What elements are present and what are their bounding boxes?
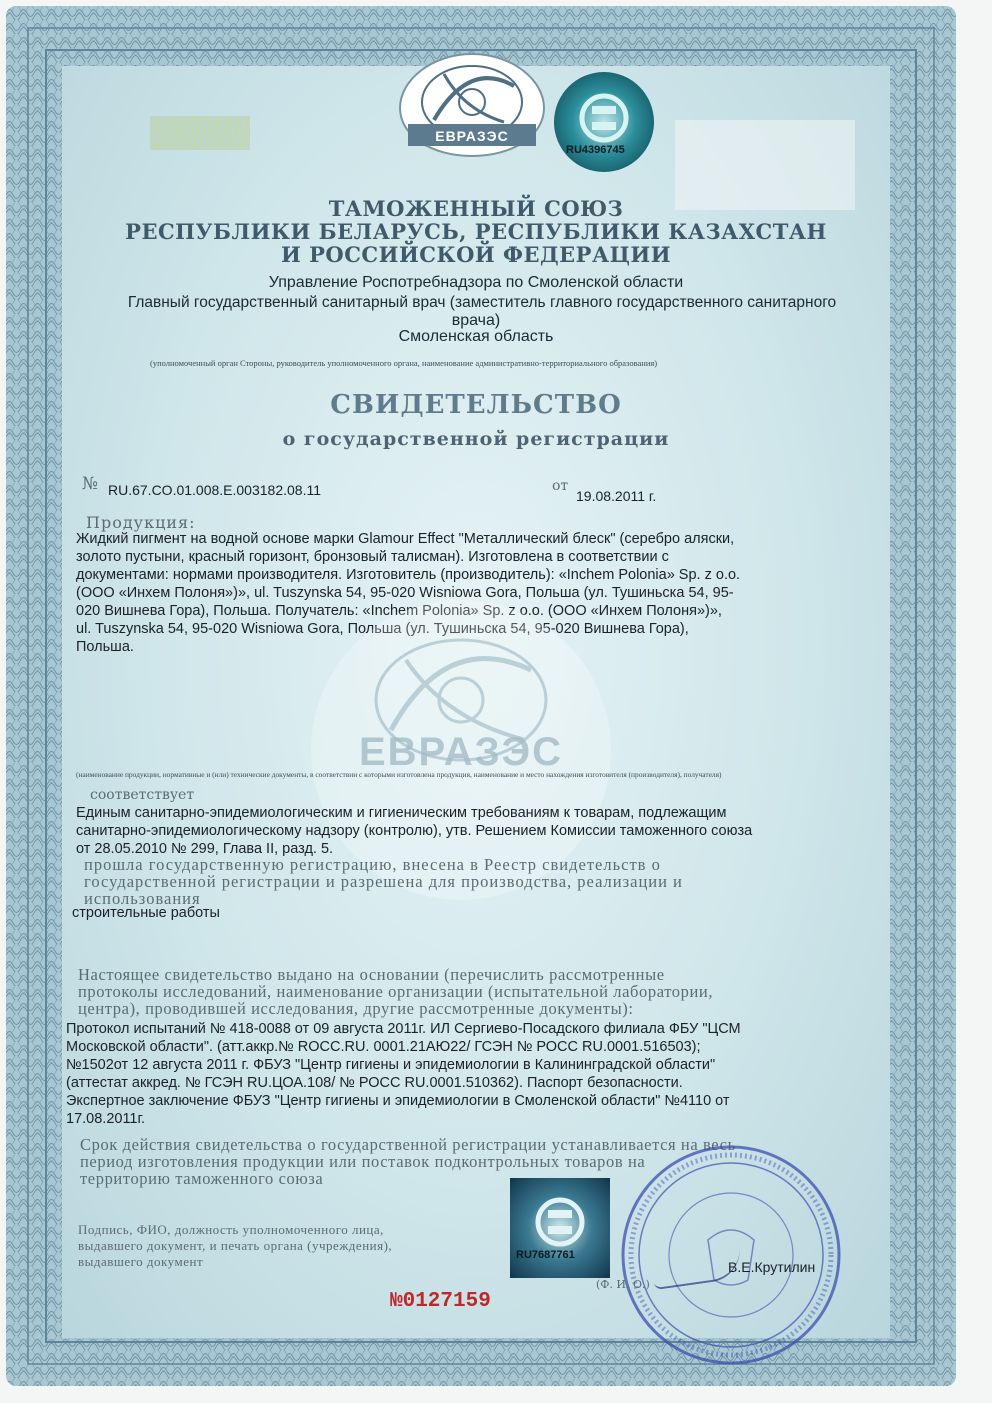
- protocol-list: [66, 1020, 856, 1128]
- protocol-line: 17.08.2011г.: [66, 1111, 146, 1127]
- signer-name: В.Е.Крутилин: [728, 1259, 816, 1275]
- product-line: 020 Вишнева Гора), Польша. Получатель: «Inchem Polonia» Sp. z o.o. (ООО «Инхем Полоня»)»,: [76, 603, 722, 619]
- hologram-bottom-number: RU7687761: [516, 1249, 575, 1261]
- date-label: от: [552, 478, 569, 494]
- protocol-line: Протокол испытаний № 418-0088 от 09 августа 2011г. ИЛ Сергиево-Посадского филиала ФБУ "ЦСМ: [66, 1021, 741, 1037]
- header-line-2: РЕСПУБЛИКИ БЕЛАРУСЬ, РЕСПУБЛИКИ КАЗАХСТАН: [125, 219, 827, 244]
- product-line: золото пустыни, красный горизонт, бронзовый талисман). Изготовлена в соответствии с: [76, 549, 669, 565]
- basis-line: центра), проводившей исследования, другие рассмотренные документы):: [78, 999, 634, 1018]
- usage-value: строительные работы: [72, 905, 220, 921]
- document-title: СВИДЕТЕЛЬСТВО: [330, 390, 622, 420]
- hologram-symbol: [534, 1196, 586, 1248]
- signature-caption-line: выдавшего документ: [78, 1254, 204, 1269]
- conform-text: [76, 804, 856, 858]
- conform-line: Единым санитарно-эпидемиологическим и гигиеническим требованиям к товарам, подлежащим: [76, 805, 727, 821]
- hologram-top-number: RU4396745: [566, 144, 625, 156]
- security-pattern: [150, 116, 250, 150]
- statement-line: использования: [84, 889, 201, 908]
- basis-line: протоколы исследований, наименование организации (испытательной лаборатории,: [78, 982, 714, 1001]
- authority-line-4: Смоленская область: [398, 328, 554, 345]
- header-line-1: ТАМОЖЕННЫЙ СОЮЗ: [328, 196, 624, 221]
- conform-line: от 28.05.2010 № 299, Глава II, разд. 5.: [76, 841, 334, 857]
- conform-label: соответствует: [90, 787, 195, 803]
- signature-caption: [78, 1222, 508, 1270]
- product-label: Продукция:: [86, 513, 196, 532]
- hologram-symbol: [578, 92, 630, 144]
- protocol-line: №1502от 12 августа 2011 г. ФБУЗ "Центр гигиены и эпидемиологии в Калининградской области": [66, 1057, 716, 1073]
- fio-caption: (Ф. И. О.): [596, 1278, 650, 1291]
- product-caption: (наименование продукции, нормативные и (или) технические документы, в соответствии с которыми изготовлена продукция, наименование и место нахождения изготовителя (производителя), получателя): [76, 770, 722, 779]
- product-line: документами: нормами производителя. Изготовитель (производитель): «Inchem Polonia» Sp. z o.o.: [76, 567, 741, 583]
- signature-caption-line: Подпись, ФИО, должность уполномоченного лица,: [78, 1222, 384, 1237]
- product-line: (ООО «Инхем Полоня»)», ul. Tuszynska 54, 95-020 Wisniowa Gora, Польша (ул. Тушиньска 54, 95-: [76, 585, 734, 601]
- watermark-text: ЕВРАЗЭС: [358, 730, 564, 774]
- signature-caption-line: выдавшего документ, и печать органа (учреждения),: [78, 1238, 393, 1253]
- emblem-text: ЕВРАЗЭС: [435, 128, 509, 144]
- registration-number: RU.67.CO.01.008.E.003182.08.11: [108, 482, 322, 498]
- protocol-line: (аттестат аккред. № ГСЭН RU.ЦОА.108/ № РОСС RU.0001.510362). Паспорт безопасности.: [66, 1075, 683, 1091]
- basis-statement: [78, 966, 858, 1017]
- protocol-line: Экспертное заключение ФБУЗ "Центр гигиены и эпидемиологии в Смоленской области" №4110 от: [66, 1093, 730, 1109]
- basis-line: Настоящее свидетельство выдано на основании (перечислить рассмотренные: [78, 965, 665, 984]
- protocol-line: Московской области". (атт.аккр.№ ROCC.RU. 0001.21АЮ22/ ГСЭН № РОСС RU.0001.516503);: [66, 1039, 701, 1055]
- registration-statement: [84, 856, 854, 907]
- product-line: Польша.: [76, 639, 134, 655]
- product-line: ul. Tuszynska 54, 95-020 Wisniowa Gora, Польша (ул. Тушиньска 54, 95-020 Вишнева Гора),: [76, 621, 689, 637]
- product-line: Жидкий пигмент на водной основе марки Glamour Effect "Металлический блеск" (серебро аляски,: [76, 531, 735, 547]
- document-subtitle: о государственной регистрации: [282, 428, 670, 450]
- authority-line-3: врача): [451, 312, 501, 329]
- conform-line: санитарно-эпидемиологическому надзору (контролю), утв. Решением Комиссии таможенного союза: [76, 823, 753, 839]
- number-label: №: [82, 474, 99, 494]
- statement-line: государственной регистрации и разрешена для производства, реализации и: [84, 872, 683, 891]
- validity-line: Срок действия свидетельства о государственной регистрации устанавливается на весь: [80, 1135, 736, 1154]
- validity-line: период изготовления продукции или поставок подконтрольных товаров на: [80, 1152, 646, 1171]
- header-line-3: И РОССИЙСКОЙ ФЕДЕРАЦИИ: [280, 242, 672, 267]
- statement-line: прошла государственную регистрацию, внесена в Реестр свидетельств о: [84, 855, 661, 874]
- authority-caption: (уполномоченный орган Стороны, руководитель уполномоченного органа, наименование административно-территориального образования): [150, 358, 658, 368]
- serial-number: №0127159: [390, 1290, 491, 1313]
- registration-date: 19.08.2011 г.: [576, 488, 657, 504]
- validity-line: территорию таможенного союза: [80, 1169, 324, 1188]
- authority-line-2: Главный государственный санитарный врач (заместитель главного государственного санитарного: [127, 294, 837, 311]
- authority-line-1: Управление Роспотребнадзора по Смоленской области: [268, 274, 684, 291]
